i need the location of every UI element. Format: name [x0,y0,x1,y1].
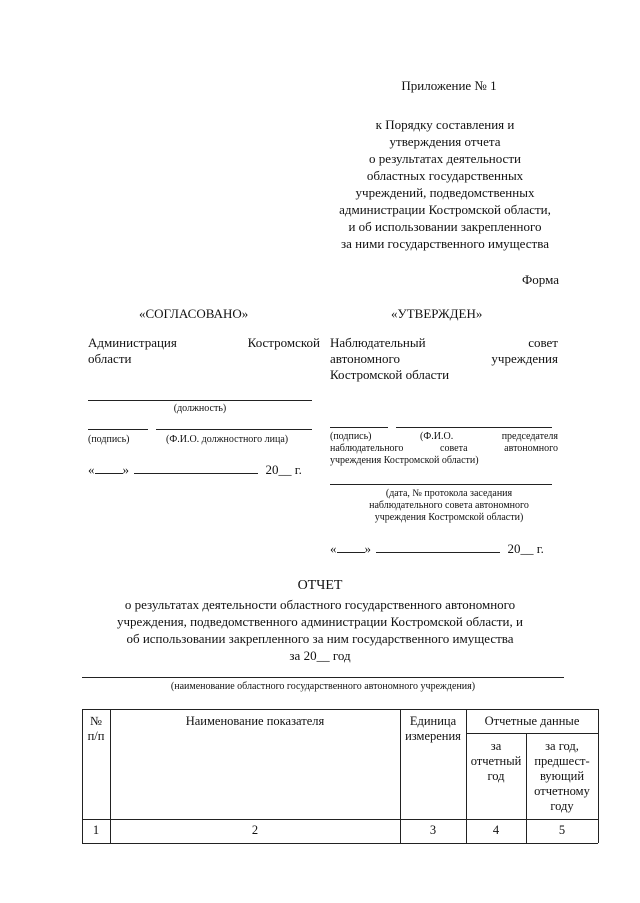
appendix-line: администрации Костромской области, [339,202,551,217]
appendix-line: о результатах деятельности [369,151,521,166]
appendix-line: учреждений, подведомственных [355,185,535,200]
agreed-heading: «СОГЛАСОВАНО» [139,306,249,321]
approved-date: « » 20__ г. [330,541,544,556]
col-number: 1 [92,823,100,837]
agreed-body-last: области [88,351,132,366]
col-header-report: Отчетные данные [484,714,580,728]
appendix-line: областных государственных [366,168,524,183]
approved-body: Наблюдательный совет автономного учреждения Костромской области [330,335,558,382]
agreed-date-year: 20__ г. [265,462,302,477]
report-table [82,709,598,843]
agreed-signature-line [88,429,148,430]
col-header-previous: за год, предшест- вующий отчетному году [534,739,590,813]
approved-date-year: 20__ г. [507,541,544,556]
col-number: 5 [558,823,566,837]
col-header-current: за отчетный год [470,739,522,783]
agreed-fio-line [156,429,312,430]
appendix-line: и об использовании закрепленного [348,219,542,234]
agreed-date: « » 20__ г. [88,462,302,477]
appendix-line: к Порядку составления и [375,117,515,132]
appendix-block [300,78,590,252]
table-border [466,733,598,734]
col-header-num: № п/п [87,714,105,743]
protocol-caption: (дата, № протокола заседания наблюдательного совета автономного учреждения Костромской области) [369,488,529,523]
col-header-unit: Единица измерения [405,714,461,743]
agreed-fio-caption: (Ф.И.О. должностного лица) [166,434,289,445]
institution-line [82,677,564,678]
col-number: 4 [492,823,500,837]
table-border [598,709,599,843]
agreed-body [88,335,320,367]
agreed-signature-caption: (подпись) [88,434,130,445]
approved-signature-line [330,427,388,428]
col-number: 3 [429,823,437,837]
approved-body-last: Костромской области [330,367,450,382]
report-title: ОТЧЕТ [297,578,343,593]
agreed-body-word: Костромской [247,335,320,350]
report-text: о результатах деятельности областного государственного автономного учреждения, подведомственного администрации Костромской области, и об использовании закрепленного за ним государственного имущества за 20__ год [117,597,523,663]
appendix-line: за ними государственного имущества [341,236,549,251]
approved-fio-line [396,427,552,428]
table-border [82,843,598,844]
approved-signature-caption: (подпись) (Ф.И.О. председателя наблюдательного совета автономного учреждения Костромской области) [330,431,558,466]
position-caption: (должность) [173,403,227,414]
table-border [82,709,598,710]
agreed-body-word: Администрация [88,335,177,350]
col-header-name: Наименование показателя [185,714,325,728]
appendix-line: утверждения отчета [389,134,501,149]
form-label: Форма [522,272,559,287]
protocol-line [330,484,552,485]
institution-caption: (наименование областного государственного автономного учреждения) [170,681,476,692]
table-border [82,819,598,820]
col-number: 2 [251,823,259,837]
appendix-title: Приложение № 1 [401,78,497,93]
approved-heading: «УТВЕРЖДЕН» [391,306,483,321]
position-line [88,400,312,401]
